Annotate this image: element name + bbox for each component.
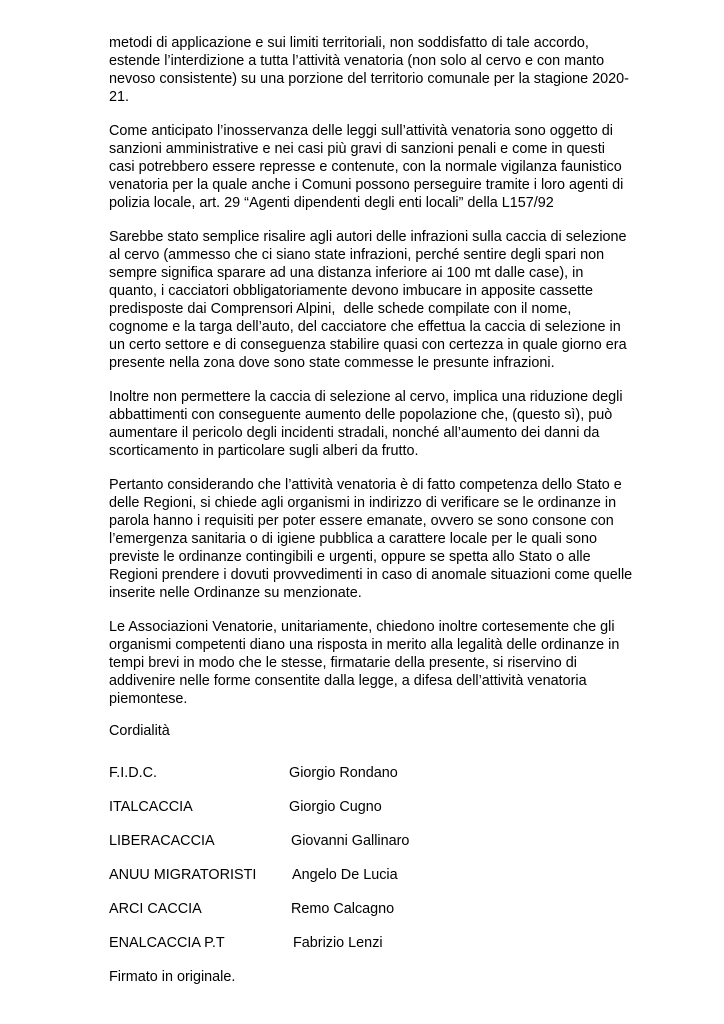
- text-line: l’emergenza sanitaria o di igiene pubblica a carattere locale per le quali sono: [109, 531, 597, 547]
- signatory-person: Giovanni Gallinaro: [291, 833, 410, 849]
- signed-original-note: Firmato in originale.: [109, 969, 236, 985]
- text-line: piemontese.: [109, 691, 188, 707]
- association-name: ENALCACCIA P.T: [109, 935, 225, 951]
- text-line: sempre significa sparare ad una distanza inferiore ai 100 mt dalle case), in: [109, 265, 584, 281]
- text-line: Sarebbe stato semplice risalire agli autori delle infrazioni sulla caccia di selezione: [109, 229, 627, 245]
- text-line: addivenire nelle forme consentite dalla legge, a difesa dell’attività venatoria: [109, 673, 587, 689]
- text-line: Le Associazioni Venatorie, unitariamente, chiedono inoltre cortesemente che gli: [109, 619, 615, 635]
- text-line: venatoria per la quale anche i Comuni possono perseguire tramite i loro agenti di: [109, 177, 624, 193]
- signatory-person: Remo Calcagno: [291, 901, 395, 917]
- text-line: delle Regioni, si chiede agli organismi in indirizzo di verificare se le ordinanze in: [109, 495, 617, 511]
- text-line: cognome e la targa dell’auto, del cacciatore che effettua la caccia di selezione in: [109, 319, 621, 335]
- text-line: casi potrebbero essere represse e contenute, con la normale vigilanza faunistico: [109, 159, 622, 175]
- text-line: Come anticipato l’inosservanza delle leggi sull’attività venatoria sono oggetto di: [109, 123, 613, 139]
- text-line: scorticamento in particolare sugli alberi da frutto.: [109, 443, 419, 459]
- signatory-person: Giorgio Rondano: [289, 765, 398, 781]
- text-line: predisposte dai Comprensori Alpini, delle schede compilate con il nome,: [109, 301, 572, 317]
- association-name: ITALCACCIA: [109, 799, 193, 815]
- text-line: metodi di applicazione e sui limiti territoriali, non soddisfatto di tale accordo,: [109, 35, 589, 51]
- closing-salutation: Cordialità: [109, 723, 170, 739]
- text-line: abbattimenti con conseguente aumento delle popolazione che, (questo sì), può: [109, 407, 613, 423]
- text-line: estende l’interdizione a tutta l’attività venatoria (non solo al cervo e con manto: [109, 53, 605, 69]
- text-line: Regioni prendere i dovuti provvedimenti in caso di anomale situazioni come quelle: [109, 567, 633, 583]
- text-line: inserite nelle Ordinanze su menzionate.: [109, 585, 362, 601]
- association-name: ARCI CACCIA: [109, 901, 202, 917]
- signatory-person: Fabrizio Lenzi: [293, 935, 383, 951]
- text-line: organismi competenti diano una risposta in merito alla legalità delle ordinanze in: [109, 637, 620, 653]
- text-line: nevoso consistente) su una porzione del territorio comunale per la stagione 2020-: [109, 71, 629, 87]
- signatory-person: Angelo De Lucia: [292, 867, 398, 883]
- text-line: aumentare il pericolo degli incidenti stradali, nonché all’aumento dei danni da: [109, 425, 600, 441]
- text-line: Inoltre non permettere la caccia di selezione al cervo, implica una riduzione degli: [109, 389, 623, 405]
- text-line: 21.: [109, 89, 130, 105]
- text-line: al cervo (ammesso che ci siano state infrazioni, perché sentire degli spari non: [109, 247, 605, 263]
- association-name: ANUU MIGRATORISTI: [109, 867, 257, 883]
- text-line: parola hanno i requisiti per poter essere emanate, ovvero se sono consone con: [109, 513, 614, 529]
- text-line: presente nella zona dove sono state commesse le presunte infrazioni.: [109, 355, 555, 371]
- association-name: LIBERACACCIA: [109, 833, 215, 849]
- text-line: polizia locale, art. 29 “Agenti dipendenti degli enti locali” della L157/92: [109, 195, 554, 211]
- text-line: previste le ordinanze contingibili e urgenti, oppure se spetta allo Stato o alle: [109, 549, 591, 565]
- association-name: F.I.D.C.: [109, 765, 157, 781]
- text-line: quanto, i cacciatori obbligatoriamente devono imbucare in apposite cassette: [109, 283, 593, 299]
- text-line: sanzioni amministrative e nei casi più gravi di sanzioni penali e come in questi: [109, 141, 605, 157]
- signatory-person: Giorgio Cugno: [289, 799, 382, 815]
- text-line: tempi brevi in modo che le stesse, firmatarie della presente, si riservino di: [109, 655, 577, 671]
- text-line: un certo settore e di conseguenza stabilire quasi con certezza in quale giorno era: [109, 337, 627, 353]
- text-line: Pertanto considerando che l’attività venatoria è di fatto competenza dello Stato e: [109, 477, 622, 493]
